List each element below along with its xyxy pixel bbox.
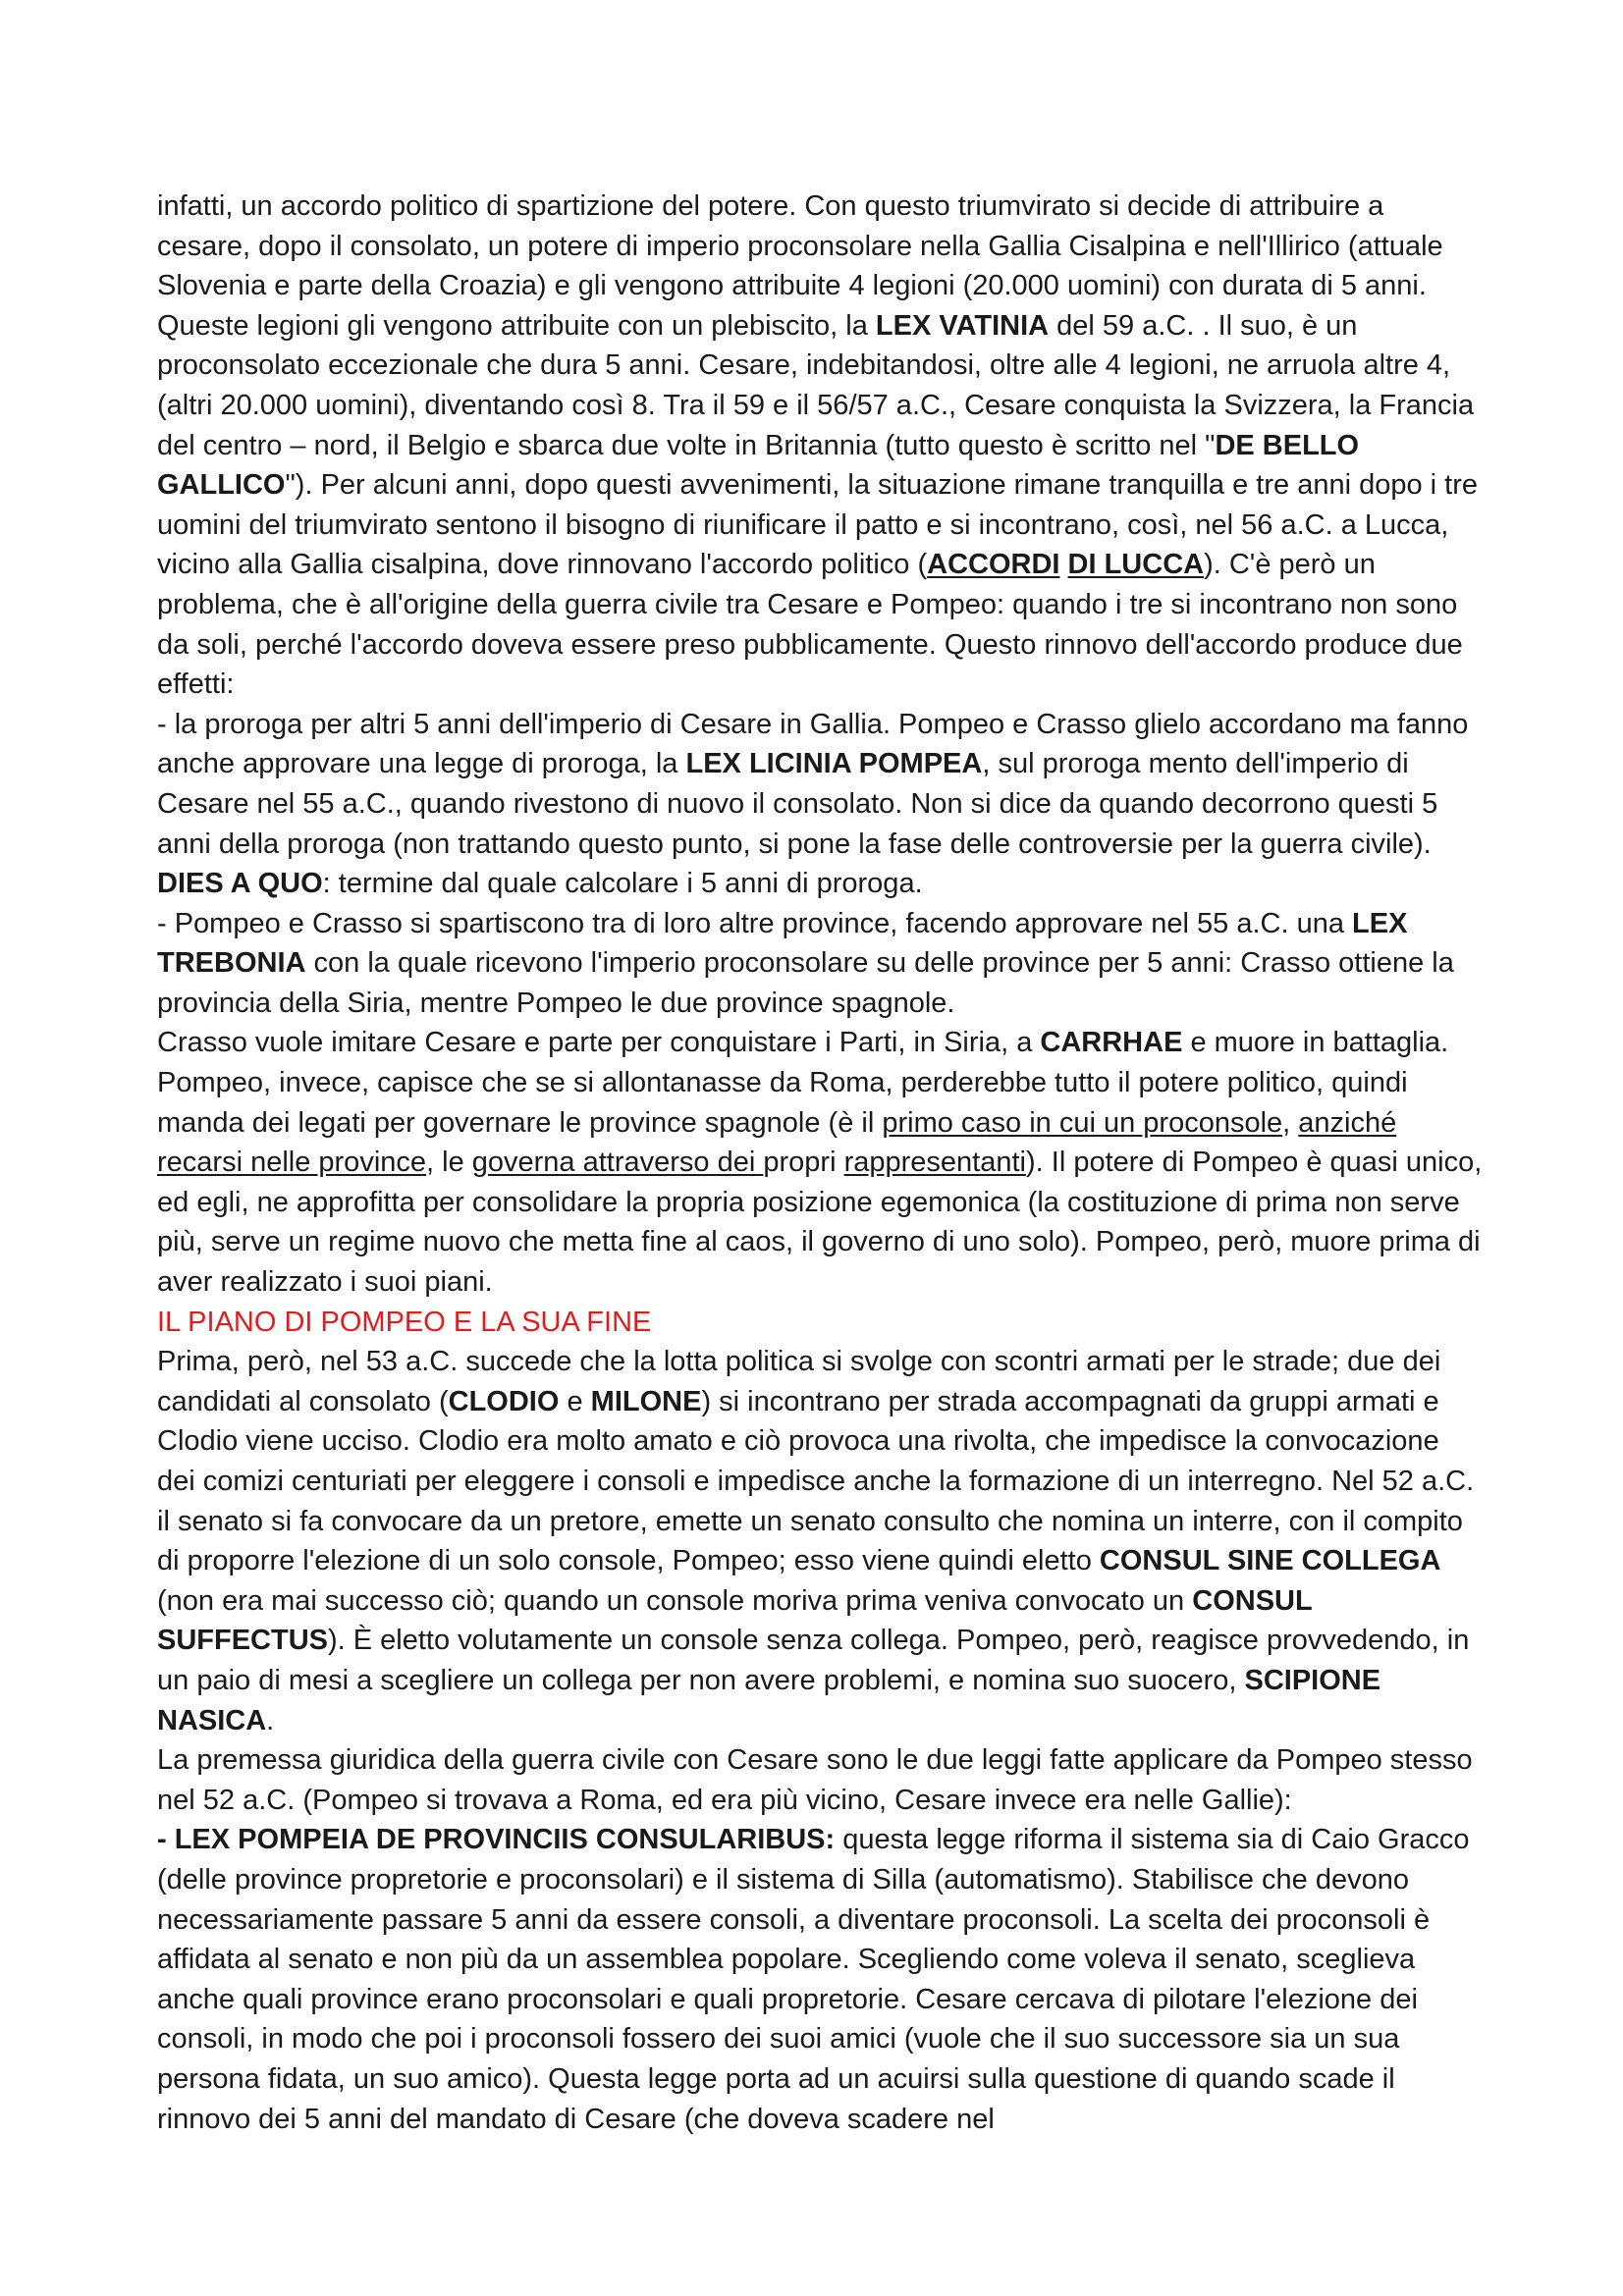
bold-term: LEX TREBONIA bbox=[157, 907, 1408, 980]
underlined-text: governa attraverso dei bbox=[471, 1147, 764, 1179]
paragraph bbox=[157, 1023, 1483, 1302]
paragraph bbox=[157, 904, 1483, 1024]
text-run: (non era mai successo ciò; quando un console moriva prima veniva convocato un bbox=[157, 1584, 1193, 1617]
text-run: infatti, un accordo politico di spartizione del potere. Con questo triumvirato si decide di attribuire a cesare, dopo il consolato, un potere di imperio proconsolare nella Gallia Cisalpina e nell'Illirico (attuale Slovenia e parte della Croazia) e gli vengono attribuite 4 legioni (20.000 uomini) con durata di 5 anni. Queste legioni gli vengono attribuite con un plebiscito, la bbox=[157, 190, 1443, 342]
bold-underlined-text: DI LUCCA bbox=[1067, 549, 1205, 581]
text-run: "). Per alcuni anni, dopo questi avvenimenti, la situazione rimane tranquilla e tre anni dopo i tre uomini del triumvirato sentono il bisogno di riunificare il patto e si incontrano, così, nel 56 a.C. a Lucca, vicino alla Gallia cisalpina, dove rinnovano l'accordo politico ( bbox=[157, 469, 1478, 581]
paragraph bbox=[157, 1740, 1483, 1820]
bold-term: CONSUL SINE COLLEGA bbox=[1099, 1545, 1441, 1577]
text-run: e muore in battaglia. Pompeo, invece, capisce che se si allontanasse da Roma, perderebbe tutto il potere politico, quindi manda dei legati per governare le province spagnole (è il bbox=[157, 1027, 1449, 1139]
heading-text: IL PIANO DI POMPEO E LA SUA FINE bbox=[157, 1306, 652, 1338]
text-run: , le bbox=[426, 1147, 472, 1179]
bold-term: - LEX POMPEIA DE PROVINCIIS CONSULARIBUS: bbox=[157, 1824, 836, 1856]
bold-term: CONSUL SUFFECTUS bbox=[157, 1584, 1313, 1657]
text-run: La premessa giuridica della guerra civile con Cesare sono le due leggi fatte applicare da Pompeo stesso nel 52 a.C. (Pompeo si trovava a Roma, ed era più vicino, Cesare invece era nelle Gallie): bbox=[157, 1744, 1473, 1816]
paragraph bbox=[157, 1820, 1483, 2139]
bold-term bbox=[927, 549, 1059, 580]
underlined-text: rappresentanti bbox=[843, 1147, 1026, 1179]
bold-term: LEX LICINIA POMPEA bbox=[685, 748, 983, 780]
text-run: - la proroga per altri 5 anni dell'imperio di Cesare in Gallia. Pompeo e Crasso glielo accordano ma fanno anche approvare una legge di proroga, la bbox=[157, 708, 1469, 780]
text-run: ). Il potere di Pompeo è quasi unico, ed egli, ne approfitta per consolidare la propria posizione egemonica (la costituzione di prima non serve più, serve un regime nuovo che metta fine al caos, il governo di uno solo). Pompeo, però, muore prima di aver realizzato i suoi piani. bbox=[157, 1147, 1483, 1299]
paragraph bbox=[157, 1342, 1483, 1740]
text-run: Crasso vuole imitare Cesare e parte per conquistare i Parti, in Siria, a bbox=[157, 1027, 1041, 1059]
text-run: del 59 a.C. . Il suo, è un proconsolato eccezionale che dura 5 anni. Cesare, indebitandosi, oltre alle 4 legioni, ne arruola altre 4, (altri 20.000 uomini), diventando così 8. Tra il 59 e il 56/57 a.C., Cesare conquista la Svizzera, la Francia del centro – nord, il Belgio e sbarca due volte in Britannia (tutto questo è scritto nel " bbox=[157, 309, 1475, 461]
text-run: , sul proroga mento dell'imperio di Cesare nel 55 a.C., quando rivestono di nuovo il consolato. Non si dice da quando decorrono questi 5 anni della proroga (non trattando questo punto, si pone la fase delle controversie per la guerra civile). bbox=[157, 748, 1438, 860]
document-page bbox=[157, 187, 1483, 2139]
text-run: ) si incontrano per strada accompagnati da gruppi armati e Clodio viene ucciso. Clodio era molto amato e ciò provoca una rivolta, che impedisce la convocazione dei comizi centuriati per eleggere i consoli e impedisce anche la formazione di un interregno. Nel 52 a.C. il senato si fa convocare da un pretore, emette un senato consulto che nomina un interre, con il compito di proporre l'elezione di un solo console, Pompeo; esso viene quindi eletto bbox=[157, 1385, 1475, 1577]
text-run: con la quale ricevono l'imperio proconsolare su delle province per 5 anni: Crasso ottiene la provincia della Siria, mentre Pompeo le due province spagnole. bbox=[157, 947, 1454, 1019]
text-run: questa legge riforma il sistema sia di Caio Gracco (delle province propretorie e proconsolari) e il sistema di Silla (automatismo). Stabilisce che devono necessariamente passare 5 anni da essere consoli, a diventare proconsoli. La scelta dei proconsoli è affidata al senato e non più da un assemblea popolare. Scegliendo come voleva il senato, sceglieva anche quali province erano proconsolari e quali propretorie. Cesare cercava di pilotare l'elezione dei consoli, in modo che poi i proconsoli fossero dei suoi amici (vuole che il suo successore sia un sua persona fidata, un suo amico). Questa legge porta ad un acuirsi sulla questione di quando scade il rinnovo dei 5 anni del mandato di Cesare (che doveva scadere nel bbox=[157, 1824, 1470, 2135]
paragraph bbox=[157, 705, 1483, 904]
text-run: : termine dal quale calcolare i 5 anni di proroga. bbox=[322, 868, 923, 900]
underlined-text: primo caso in cui un proconsole bbox=[882, 1106, 1283, 1139]
bold-term: CLODIO bbox=[448, 1385, 560, 1417]
text-run: e bbox=[559, 1385, 591, 1417]
bold-term: DIES A QUO bbox=[157, 868, 323, 900]
text-run: - Pompeo e Crasso si spartiscono tra di loro altre province, facendo approvare nel 55 a.C. una bbox=[157, 907, 1353, 939]
text-run: Prima, però, nel 53 a.C. succede che la lotta politica si svolge con scontri armati per le strade; due dei candidati al consolato ( bbox=[157, 1346, 1441, 1417]
section-heading bbox=[157, 1303, 1483, 1343]
text-run: ). C'è però un problema, che è all'origine della guerra civile tra Cesare e Pompeo: quando i tre si incontrano non sono da soli, perché l'accordo doveva essere preso pubblicamente. Questo rinnovo dell'accordo produce due effetti: bbox=[157, 549, 1463, 701]
underlined-text: anziché recarsi nelle province bbox=[157, 1106, 1397, 1179]
paragraph bbox=[157, 187, 1483, 705]
text-run: ). È eletto volutamente un console senza collega. Pompeo, però, reagisce provvedendo, in un paio di mesi a scegliere un collega per non avere problemi, e nomina suo suocero, bbox=[157, 1625, 1470, 1696]
text-run: propri bbox=[763, 1147, 844, 1179]
bold-term bbox=[1068, 549, 1205, 580]
bold-term: LEX VATINIA bbox=[875, 309, 1050, 342]
bold-term: CARRHAE bbox=[1040, 1027, 1183, 1059]
text-run: . bbox=[266, 1704, 275, 1736]
bold-underlined-text: ACCORDI bbox=[927, 549, 1060, 581]
bold-term: DE BELLO GALLICO bbox=[157, 429, 1360, 502]
bold-term: MILONE bbox=[590, 1385, 702, 1417]
text-run: , bbox=[1282, 1106, 1299, 1139]
text-run bbox=[1059, 549, 1067, 580]
bold-term: SCIPIONE NASICA bbox=[157, 1664, 1381, 1736]
